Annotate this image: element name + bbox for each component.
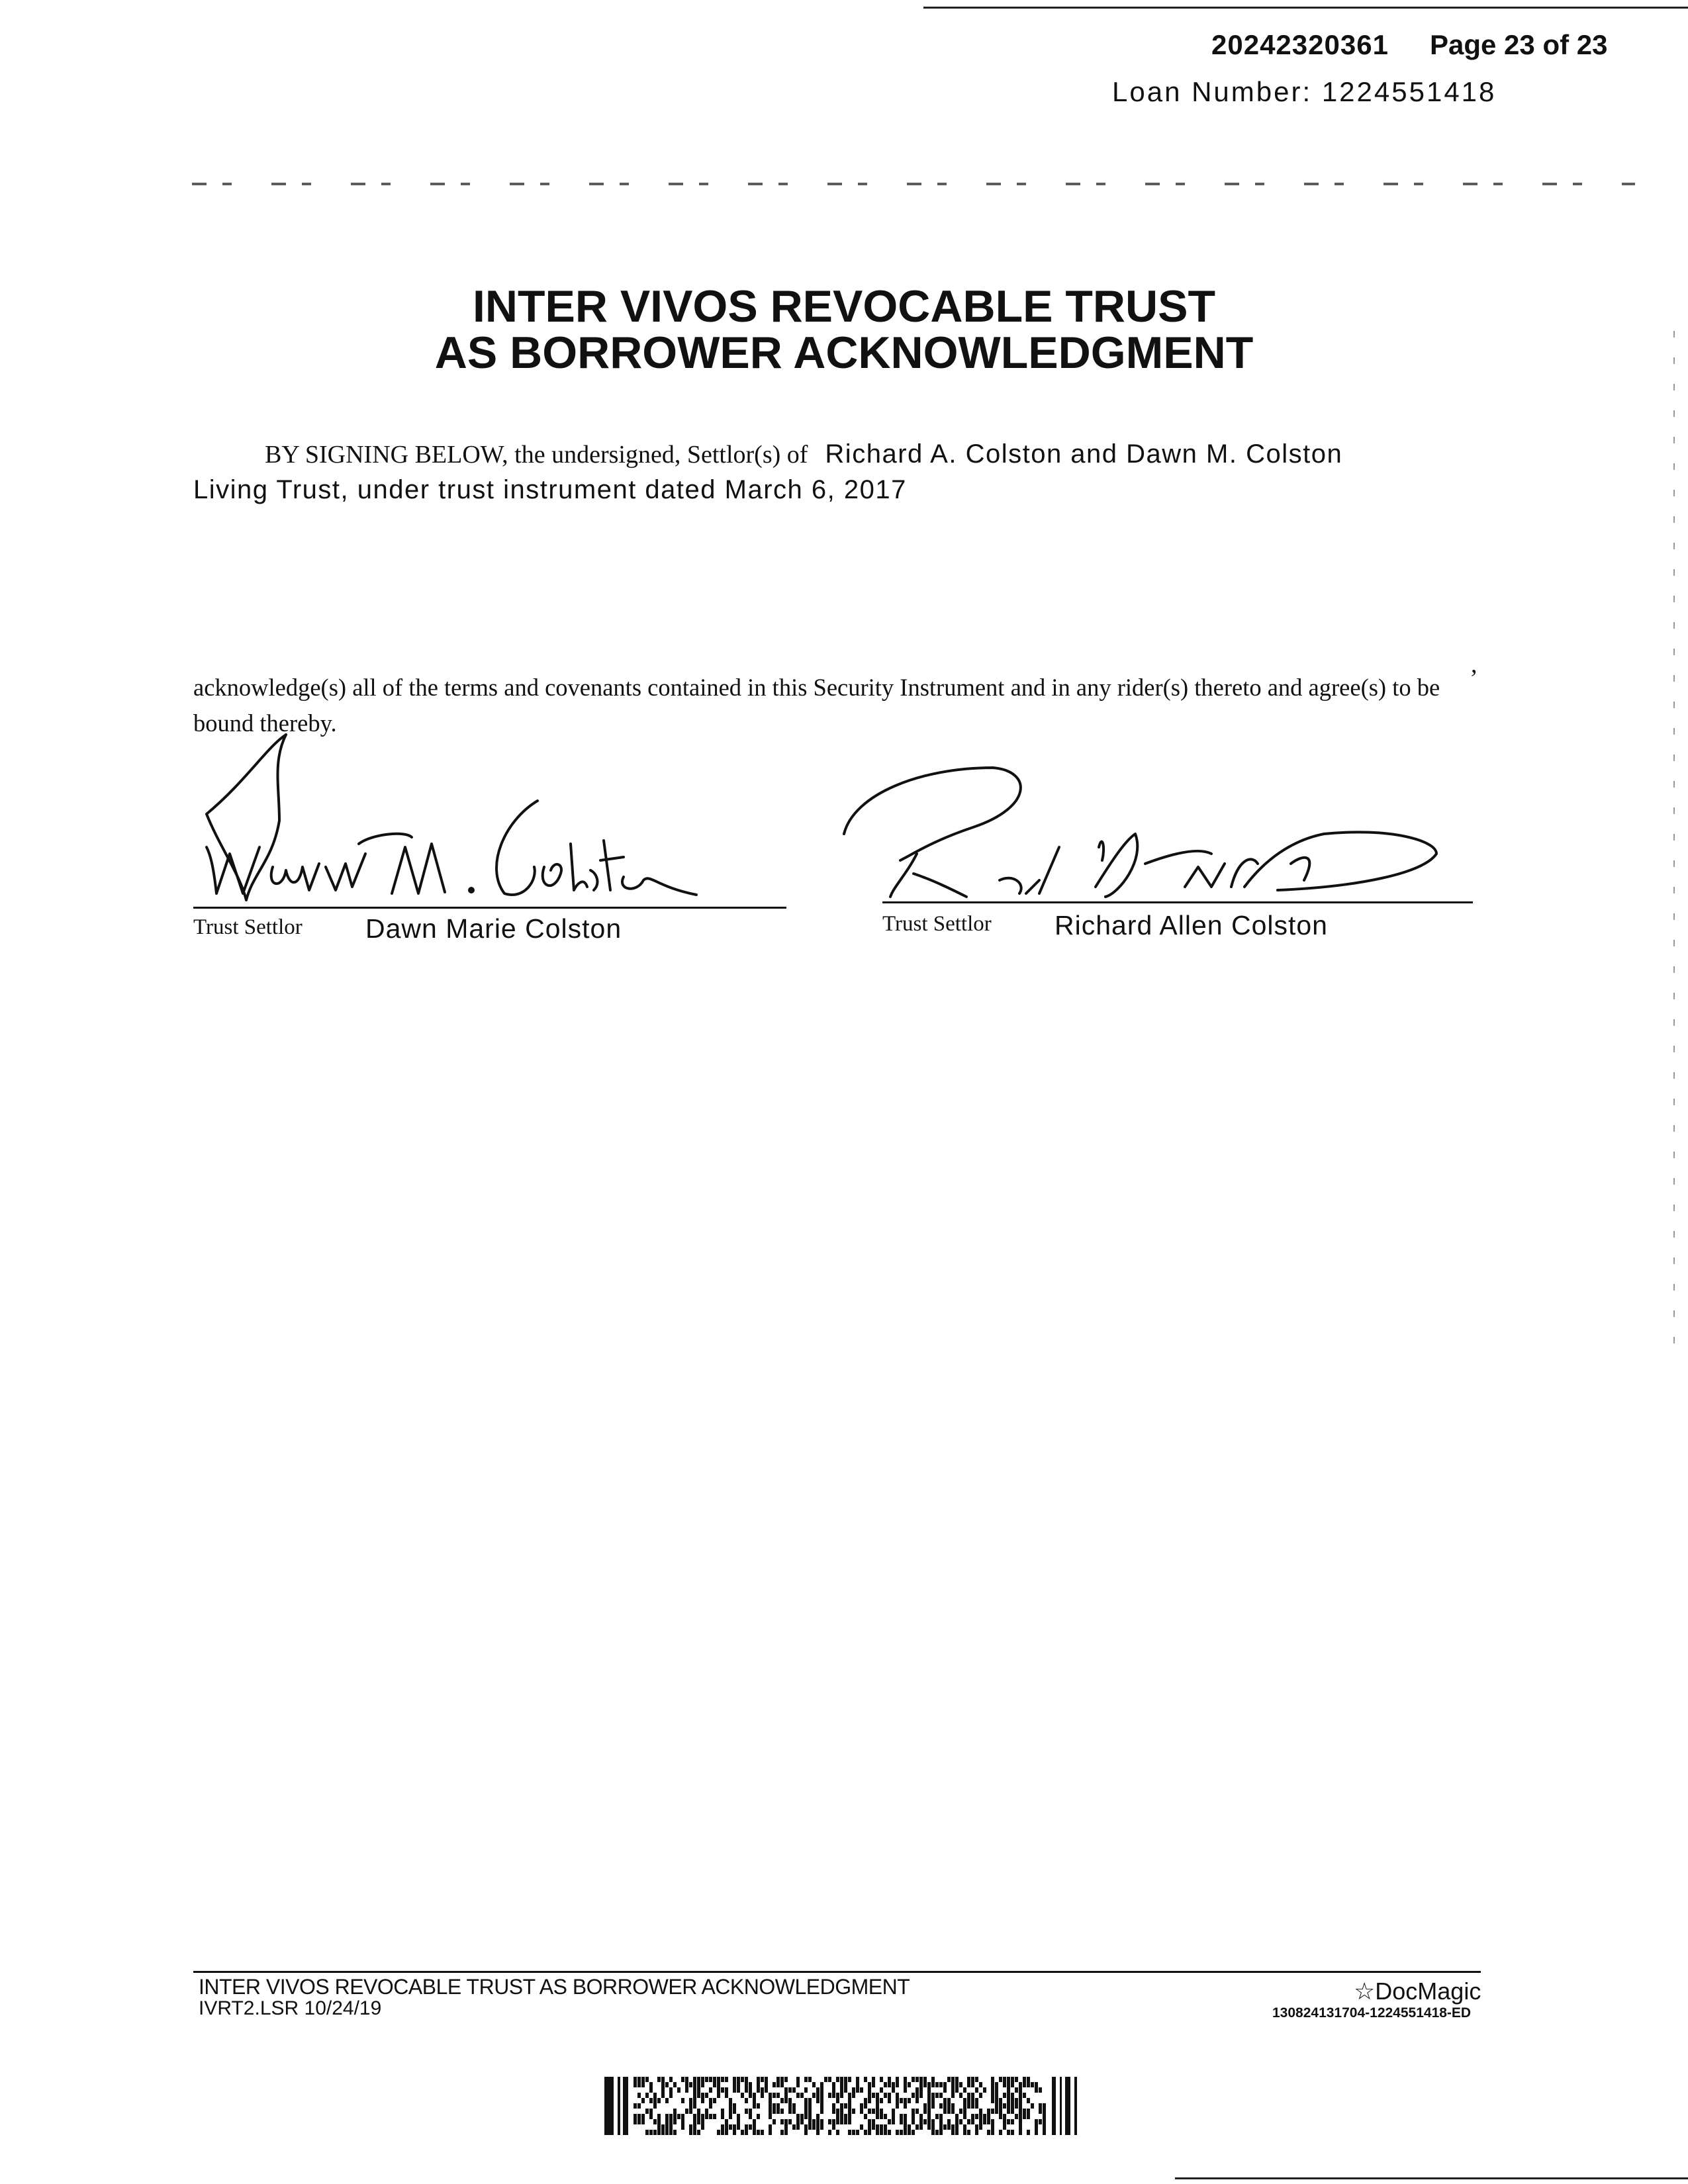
signature-richard-image: [841, 754, 1470, 913]
intro-text: BY SIGNING BELOW, the undersigned, Settlor(s) of: [265, 441, 808, 469]
loan-number: Loan Number: 1224551418: [1112, 76, 1497, 107]
signature-name-2: Richard Allen Colston: [1055, 910, 1328, 940]
signature-dawn-image: [193, 721, 789, 913]
trailing-comma: ,: [1471, 651, 1477, 678]
brand-name: DocMagic: [1375, 1978, 1481, 2005]
top-rule: [923, 7, 1688, 9]
acknowledgment-paragraph: acknowledge(s) all of the terms and covenants contained in this Security Instrument and in any rider(s) thereto and agree(s) to be bound thereby.: [193, 674, 1440, 737]
document-id: 20242320361: [1211, 29, 1389, 60]
scan-edge-marks: [1673, 331, 1675, 1363]
star-icon: ☆: [1354, 1978, 1376, 2005]
footer-form-code: IVRT2.LSR 10/24/19: [199, 1997, 382, 2019]
trust-name-line2: Living Trust, under trust instrument dated March 6, 2017: [193, 475, 907, 504]
page-title-line1: INTER VIVOS REVOCABLE TRUST: [472, 281, 1216, 332]
footer-form-title: INTER VIVOS REVOCABLE TRUST AS BORROWER ACKNOWLEDGMENT: [199, 1975, 910, 1999]
barcode: [604, 2077, 1081, 2135]
intro-line: [265, 439, 1342, 469]
trust-name-line1: Richard A. Colston and Dawn M. Colston: [825, 439, 1343, 469]
signature-line-2: [882, 901, 1473, 903]
signature-label-1: Trust Settlor: [193, 915, 303, 939]
page-title-line2: AS BORROWER ACKNOWLEDGMENT: [434, 328, 1254, 378]
signature-label-2: Trust Settlor: [882, 912, 992, 936]
bottom-rule: [1175, 2177, 1688, 2179]
page-number: Page 23 of 23: [1430, 29, 1608, 60]
signature-line-1: [193, 907, 786, 909]
footer-rule: [193, 1971, 1481, 1973]
docmagic-logo: [1354, 1978, 1481, 2005]
signature-name-1: Dawn Marie Colston: [365, 913, 622, 944]
faded-dashed-rule: [192, 183, 1635, 185]
footer-doc-code: 130824131704-1224551418-ED: [1272, 2005, 1472, 2021]
